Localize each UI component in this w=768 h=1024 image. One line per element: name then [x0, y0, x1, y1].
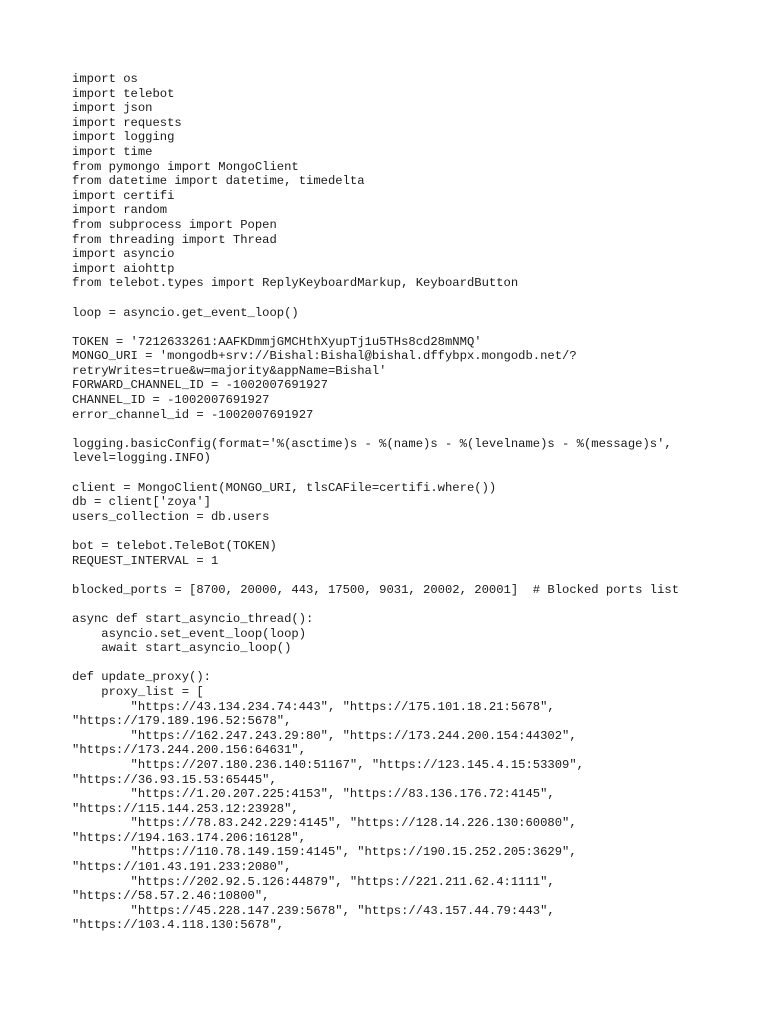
code-line: users_collection = db.users	[72, 509, 270, 524]
code-line: "https://179.189.196.52:5678",	[72, 714, 292, 729]
code-line: db = client['zoya']	[72, 495, 211, 510]
code-line: MONGO_URI = 'mongodb+srv://Bishal:Bishal@bishal.dffybpx.mongodb.net/?	[72, 349, 577, 364]
code-line: "https://194.163.174.206:16128",	[72, 830, 307, 845]
code-line: TOKEN = '7212633261:AAFKDmmjGMCHthXyupTj1u5THs8cd28mNMQ'	[72, 334, 482, 349]
code-line: CHANNEL_ID = -1002007691927	[72, 393, 270, 408]
code-line	[72, 656, 752, 671]
code-line: "https://173.244.200.156:64631",	[72, 743, 307, 758]
code-line: def update_proxy():	[72, 670, 211, 685]
code-line: "https://78.83.242.229:4145", "https://128.14.226.130:60080",	[72, 816, 577, 831]
code-line: from subprocess import Popen	[72, 217, 277, 232]
code-line: "https://1.20.207.225:4153", "https://83.136.176.72:4145",	[72, 787, 555, 802]
code-line: from datetime import datetime, timedelta	[72, 174, 365, 189]
code-line	[72, 422, 752, 437]
code-line: "https://202.92.5.126:44879", "https://221.211.62.4:1111",	[72, 874, 555, 889]
code-text-block	[72, 72, 752, 933]
code-line: import random	[72, 203, 168, 218]
code-line: asyncio.set_event_loop(loop)	[72, 626, 307, 641]
code-line: "https://103.4.118.130:5678",	[72, 918, 285, 933]
code-line: REQUEST_INTERVAL = 1	[72, 553, 219, 568]
code-line: from pymongo import MongoClient	[72, 159, 299, 174]
code-line	[72, 320, 752, 335]
code-line: import aiohttp	[72, 261, 175, 276]
code-line: import telebot	[72, 86, 175, 101]
code-line: bot = telebot.TeleBot(TOKEN)	[72, 539, 277, 553]
code-line: "https://110.78.149.159:4145", "https://190.15.252.205:3629",	[72, 845, 577, 860]
code-line: await start_asyncio_loop()	[72, 641, 292, 656]
code-line: blocked_ports = [8700, 20000, 443, 17500, 9031, 20002, 20001] # Blocked ports list	[72, 582, 680, 597]
code-line: loop = asyncio.get_event_loop()	[72, 305, 299, 320]
code-line	[72, 466, 752, 481]
code-line	[72, 291, 752, 306]
code-line	[72, 524, 752, 539]
code-line: client = MongoClient(MONGO_URI, tlsCAFile=certifi.where())	[72, 480, 497, 495]
code-line: "https://162.247.243.29:80", "https://173.244.200.154:44302",	[72, 728, 577, 743]
code-line: "https://45.228.147.239:5678", "https://43.157.44.79:443",	[72, 903, 555, 918]
code-line: retryWrites=true&w=majority&appName=Bishal'	[72, 363, 387, 378]
code-line: from threading import Thread	[72, 232, 277, 247]
code-line: level=logging.INFO)	[72, 451, 211, 466]
code-line: logging.basicConfig(format='%(asctime)s - %(name)s - %(levelname)s - %(message)s',	[72, 436, 672, 451]
code-line: "https://58.57.2.46:10800",	[72, 889, 270, 904]
code-line: async def start_asyncio_thread():	[72, 611, 314, 626]
code-line: "https://115.144.253.12:23928",	[72, 801, 299, 816]
code-line: import certifi	[72, 188, 175, 203]
code-line	[72, 568, 752, 583]
code-line: FORWARD_CHANNEL_ID = -1002007691927	[72, 378, 328, 393]
code-line: from telebot.types import ReplyKeyboardMarkup, KeyboardButton	[72, 276, 519, 291]
code-line: import asyncio	[72, 247, 175, 262]
code-line	[72, 597, 752, 612]
code-line: proxy_list = [	[72, 684, 204, 699]
code-line: "https://101.43.191.233:2080",	[72, 860, 292, 875]
code-line: "https://43.134.234.74:443", "https://175.101.18.21:5678",	[72, 699, 555, 714]
code-line: import os	[72, 72, 138, 86]
code-line: import requests	[72, 115, 182, 130]
code-line: import logging	[72, 130, 175, 145]
code-line: "https://36.93.15.53:65445",	[72, 772, 277, 787]
code-line: import time	[72, 144, 153, 159]
code-line: import json	[72, 101, 153, 116]
code-line: error_channel_id = -1002007691927	[72, 407, 314, 422]
code-line: "https://207.180.236.140:51167", "https://123.145.4.15:53309",	[72, 757, 584, 772]
